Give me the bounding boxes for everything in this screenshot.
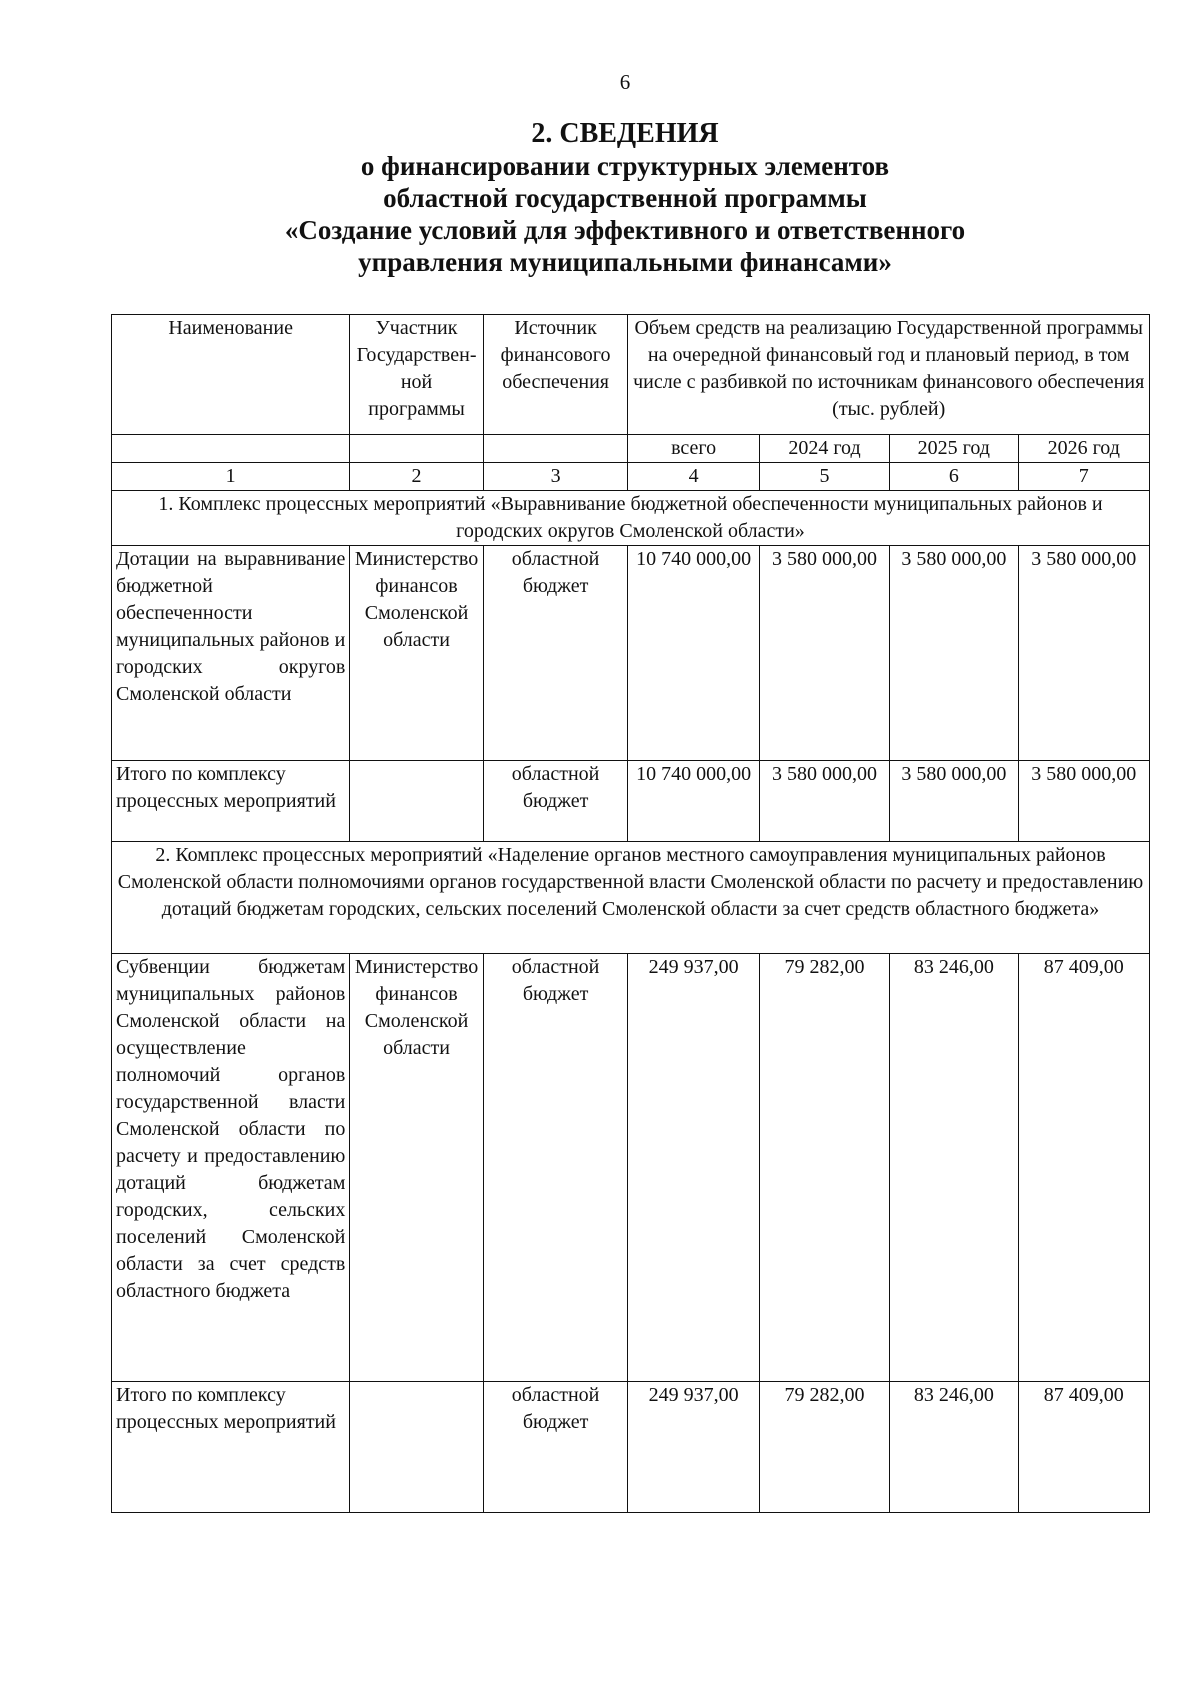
row-2024: 79 282,00 — [759, 954, 889, 1382]
header-2026: 2026 год — [1018, 435, 1150, 463]
total-2026: 3 580 000,00 — [1018, 761, 1150, 842]
empty-cell — [350, 761, 483, 842]
financing-table — [111, 314, 1150, 1513]
page-number: 6 — [619, 70, 631, 94]
table-row — [112, 546, 1150, 761]
row-2026: 3 580 000,00 — [1018, 546, 1150, 761]
column-number: 4 — [628, 463, 759, 491]
empty-cell — [350, 1382, 483, 1513]
total-source: областной бюджет — [483, 761, 628, 842]
row-source: областной бюджет — [483, 954, 628, 1382]
total-2025: 3 580 000,00 — [890, 761, 1018, 842]
row-total: 10 740 000,00 — [628, 546, 759, 761]
row-total: 249 937,00 — [628, 954, 759, 1382]
total-total: 249 937,00 — [628, 1382, 759, 1513]
total-row — [112, 761, 1150, 842]
total-name: Итого по комплексу процессных мероприятий — [112, 761, 350, 842]
row-name: Дотации на выравнивание бюджетной обеспеченности муниципальных районов и городских округов Смоленской области — [112, 546, 350, 761]
column-number: 2 — [350, 463, 483, 491]
title-line-2: о финансировании структурных элементов — [360, 151, 890, 181]
column-number: 3 — [483, 463, 628, 491]
row-2025: 3 580 000,00 — [890, 546, 1018, 761]
row-2025: 83 246,00 — [890, 954, 1018, 1382]
total-source: областной бюджет — [483, 1382, 628, 1513]
total-2026: 87 409,00 — [1018, 1382, 1150, 1513]
total-2024: 79 282,00 — [759, 1382, 889, 1513]
document-title — [0, 118, 1200, 278]
total-total: 10 740 000,00 — [628, 761, 759, 842]
total-name: Итого по комплексу процессных мероприятий — [112, 1382, 350, 1513]
header-years-row — [112, 435, 1150, 463]
header-source: Источник финансового обеспечения — [483, 315, 628, 435]
header-volume: Объем средств на реализацию Государственной программы на очередной финансовый год и плановый период, в том числе с разбивкой по источникам финансового обеспечения (тыс. рублей) — [628, 315, 1150, 435]
column-number: 6 — [890, 463, 1018, 491]
column-number: 7 — [1018, 463, 1150, 491]
total-2024: 3 580 000,00 — [759, 761, 889, 842]
header-name: Наименование — [112, 315, 350, 435]
total-2025: 83 246,00 — [890, 1382, 1018, 1513]
section-1-title: 1. Комплекс процессных мероприятий «Выравнивание бюджетной обеспеченности муниципальных районов и городских округов Смоленской области» — [112, 491, 1150, 546]
total-row — [112, 1382, 1150, 1513]
title-line-1: 2. СВЕДЕНИЯ — [531, 118, 719, 149]
empty-cell — [112, 435, 350, 463]
column-number-row — [112, 463, 1150, 491]
row-2024: 3 580 000,00 — [759, 546, 889, 761]
title-line-4: «Создание условий для эффективного и ответственного — [284, 215, 966, 245]
section-2-title: 2. Комплекс процессных мероприятий «Наделение органов местного самоуправления муниципальных районов Смоленской области полномочиями органов государственной власти Смоленской области по расчету и предоставлению дотаций бюджетам городских, сельских поселений Смоленской области за счет средств областного бюджета» — [112, 842, 1150, 954]
row-participant: Министерство финансов Смоленской области — [350, 546, 483, 761]
row-source: областной бюджет — [483, 546, 628, 761]
title-line-3: областной государственной программы — [383, 183, 867, 213]
table-row — [112, 954, 1150, 1382]
section-1-header — [112, 491, 1150, 546]
empty-cell — [350, 435, 483, 463]
row-participant: Министерство финансов Смоленской области — [350, 954, 483, 1382]
header-2024: 2024 год — [759, 435, 889, 463]
section-2-header — [112, 842, 1150, 954]
title-line-5: управления муниципальными финансами» — [358, 247, 892, 277]
column-number: 1 — [112, 463, 350, 491]
header-2025: 2025 год — [890, 435, 1018, 463]
row-name: Субвенции бюджетам муниципальных районов Смоленской области на осуществление полномочий органов государственной власти Смоленской области по расчету и предоставлению дотаций бюджетам городских, сельских поселений Смоленской области за счет средств областного бюджета — [112, 954, 350, 1382]
header-participant: Участник Государствен-ной программы — [350, 315, 483, 435]
header-total: всего — [628, 435, 759, 463]
column-number: 5 — [759, 463, 889, 491]
header-row — [112, 315, 1150, 435]
row-2026: 87 409,00 — [1018, 954, 1150, 1382]
empty-cell — [483, 435, 628, 463]
